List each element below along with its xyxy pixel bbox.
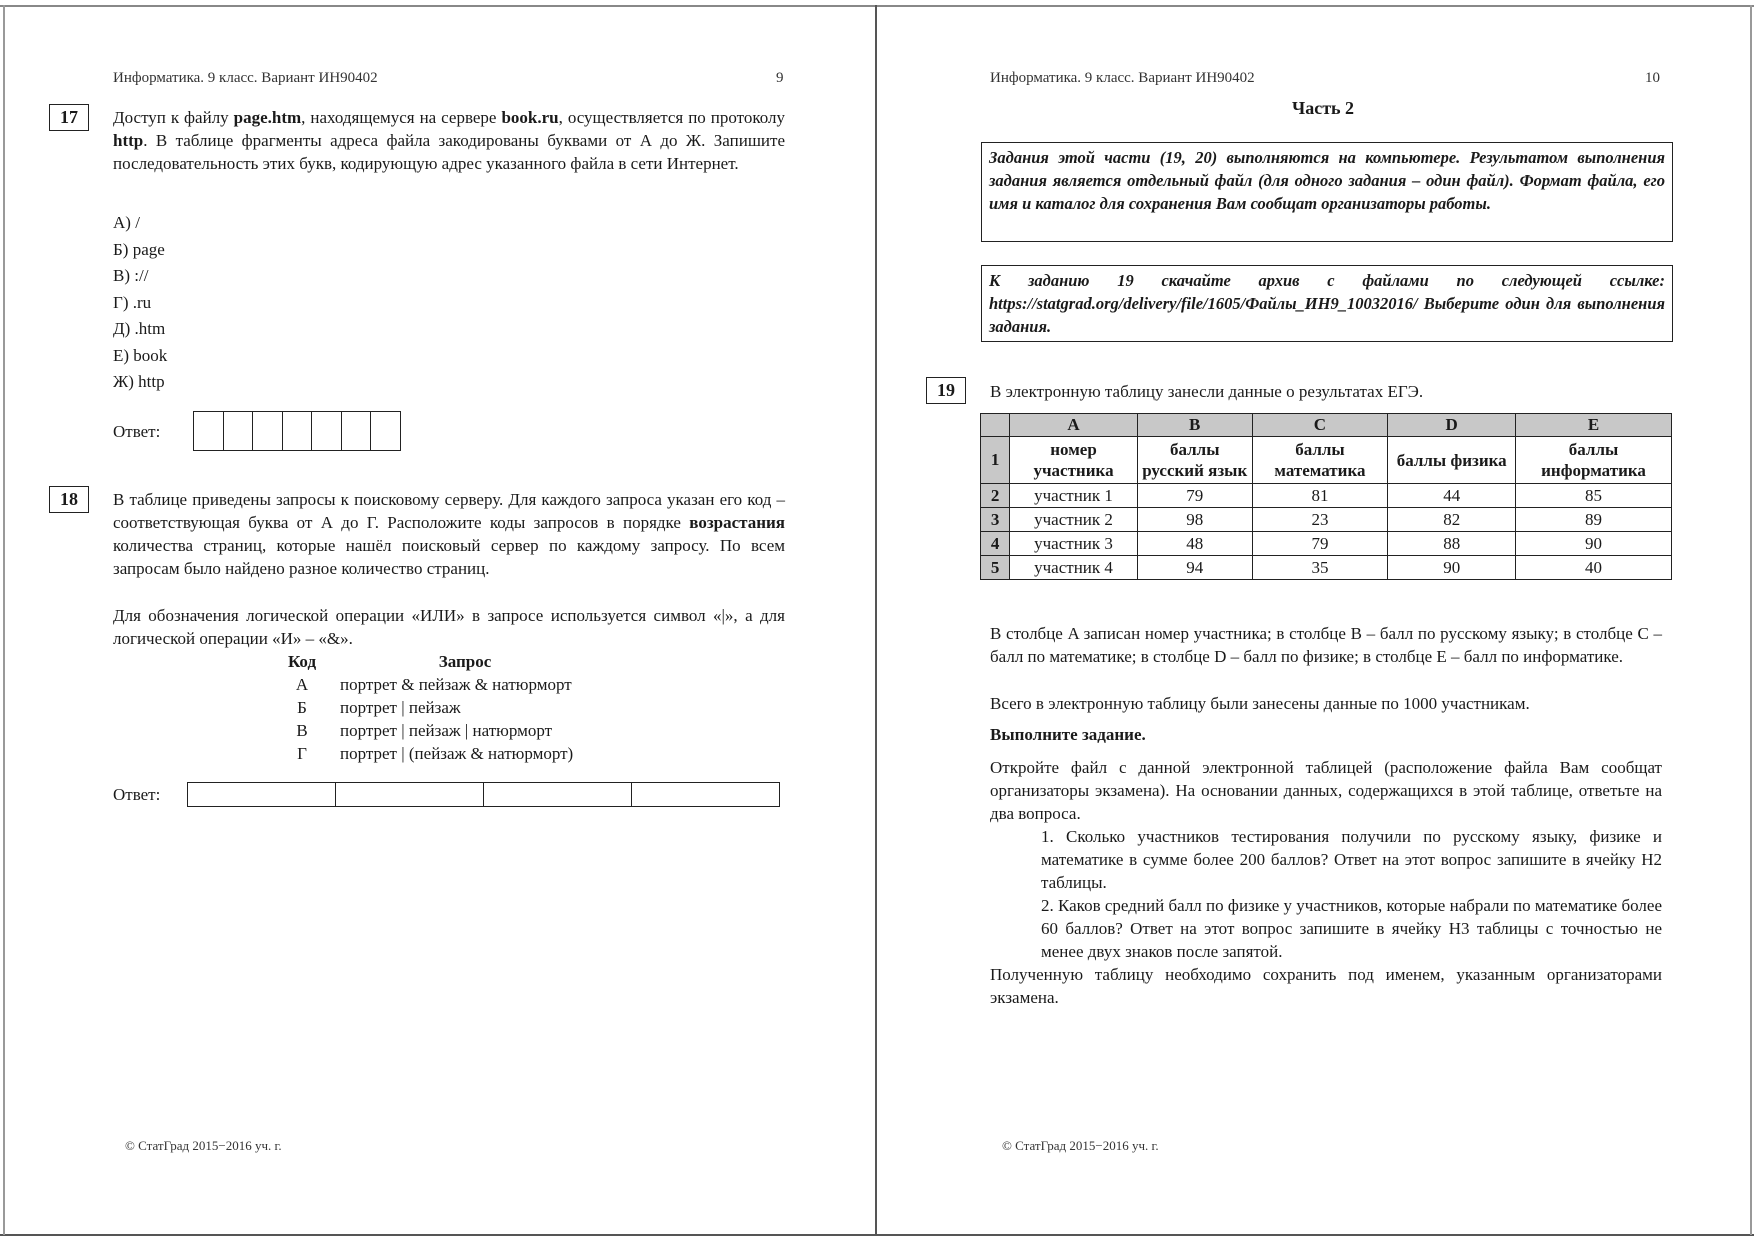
task-number-18: 18 — [49, 486, 89, 513]
row-number: 2 — [981, 484, 1010, 508]
answer-cell[interactable] — [224, 412, 254, 450]
sheet-row — [981, 556, 1672, 580]
page-number: 9 — [776, 70, 784, 86]
question-item: 2. Каков средний балл по физике у участников, которые набрали по математике более 60 баллов? Ответ на этот вопрос запишите в ячейку H3 таблицы с точностью не менее двух знаков после запятой. — [1041, 896, 1662, 961]
option-item — [113, 343, 167, 370]
footer-copyright: © СтатГрад 2015−2016 уч. г. — [1002, 1138, 1159, 1153]
cell: 98 — [1137, 508, 1252, 532]
header-cell: баллы русский язык — [1137, 437, 1252, 484]
page-frame-right — [1750, 5, 1752, 1235]
cell: 88 — [1388, 532, 1516, 556]
header-cell: баллы физика — [1388, 437, 1516, 484]
option-letter: Б) — [113, 239, 129, 259]
answer-cell[interactable] — [253, 412, 283, 450]
option-value: http — [138, 372, 165, 391]
answer-label: Ответ: — [113, 785, 161, 804]
option-item — [113, 316, 167, 343]
query-code: Б — [297, 698, 307, 717]
answer-cell[interactable] — [188, 783, 336, 806]
option-letter: Д) — [113, 319, 131, 338]
sheet-row — [981, 532, 1672, 556]
query-text: портрет & пейзаж & натюрморт — [340, 675, 572, 694]
cell: 79 — [1137, 484, 1252, 508]
running-head: Информатика. 9 класс. Вариант ИН90402 — [113, 70, 378, 86]
query-code: Г — [297, 744, 307, 763]
answer-cell[interactable] — [194, 412, 224, 450]
option-letter: В) — [113, 266, 130, 285]
option-letter: Ж) — [113, 372, 134, 391]
answer-cell[interactable] — [371, 412, 400, 450]
option-value: .htm — [134, 319, 166, 338]
task17-answer-grid — [193, 411, 401, 451]
option-letter: Е) — [113, 345, 130, 365]
query-row — [272, 742, 590, 765]
query-code: А — [295, 675, 309, 694]
option-item — [113, 263, 167, 290]
cell: 40 — [1516, 556, 1672, 580]
row-number: 4 — [981, 532, 1010, 556]
task19-intro: В электронную таблицу занесли данные о результатах ЕГЭ. — [990, 382, 1424, 401]
running-head: Информатика. 9 класс. Вариант ИН90402 — [990, 70, 1255, 86]
sheet-row — [981, 508, 1672, 532]
cell: 85 — [1516, 484, 1672, 508]
answer-cell[interactable] — [484, 783, 632, 806]
cell: участник 4 — [1010, 556, 1138, 580]
answer-cell[interactable] — [342, 412, 372, 450]
right-page — [877, 0, 1750, 1239]
answer-cell[interactable] — [336, 783, 484, 806]
option-value: page — [132, 239, 165, 259]
cell: 44 — [1388, 484, 1516, 508]
cell: 90 — [1516, 532, 1672, 556]
header-code: Код — [287, 652, 317, 671]
text-run: Доступ к файлу — [113, 108, 234, 127]
task18-text — [113, 488, 785, 580]
page-number: 10 — [1645, 70, 1660, 86]
bold-protocol: http — [113, 131, 144, 150]
bold-filename: page.htm — [233, 108, 302, 127]
bold-server: book.ru — [501, 108, 559, 127]
answer-label: Ответ: — [113, 422, 161, 441]
column-header: B — [1137, 414, 1252, 437]
task19-closing: Полученную таблицу необходимо сохранить под именем, указанным организаторами экзамена. — [990, 965, 1662, 1007]
task-number-19: 19 — [926, 377, 966, 404]
option-item — [113, 369, 167, 396]
cell: 90 — [1388, 556, 1516, 580]
column-header-row — [981, 414, 1672, 437]
cell: 89 — [1516, 508, 1672, 532]
do-task-heading: Выполните задание. — [990, 725, 1146, 744]
query-text: портрет | (пейзаж & натюрморт) — [340, 744, 574, 763]
notice-computer-tasks: Задания этой части (19, 20) выполняются на компьютере. Результатом выполнения задания является отдельный файл (для одного задания – один файл). Формат файла, его имя и каталог для сохранения Вам сообщат организаторы работы. — [981, 142, 1673, 242]
option-letter: Г) — [113, 292, 129, 312]
cell: 81 — [1252, 484, 1388, 508]
header-cell: номер участника — [1010, 437, 1138, 484]
section-title: Часть 2 — [1292, 98, 1355, 118]
answer-cell[interactable] — [283, 412, 313, 450]
query-row — [272, 696, 590, 719]
option-value: :// — [134, 266, 149, 285]
query-text: портрет | пейзаж | натюрморт — [340, 721, 553, 740]
option-letter: А) — [113, 213, 131, 232]
task19-description: В столбце A записан номер участника; в столбце B – балл по русскому языку; в столбце C – балл по математике; в столбце D – балл по физике; в столбце E – балл по информатике. — [990, 624, 1662, 666]
text-run: . В таблице фрагменты адреса файла закодированы буквами от А до Ж. Запишите последовательность этих букв, кодирующую адрес указанного файла в сети Интернет. — [113, 131, 785, 173]
cell: 82 — [1388, 508, 1516, 532]
cell: 35 — [1252, 556, 1388, 580]
notice-download-link: К заданию 19 скачайте архив с файлами по следующей ссылке: https://statgrad.org/delivery/file/1605/Файлы_ИН9_10032016/ Выберите один для выполнения задания. — [981, 265, 1673, 342]
question-item: 1. Сколько участников тестирования получили по русскому языку, физике и математике в сумме более 200 баллов? Ответ на этот вопрос запишите в ячейку H2 таблицы. — [1041, 827, 1662, 892]
option-value: book — [133, 345, 168, 365]
header-query: Запрос — [438, 652, 492, 671]
cell: участник 2 — [1010, 508, 1138, 532]
column-header: D — [1388, 414, 1516, 437]
spreadsheet-table — [980, 413, 1672, 580]
answer-cell[interactable] — [632, 783, 779, 806]
task19-instructions: Откройте файл с данной электронной таблицей (расположение файла Вам сообщат организаторы экзамена). На основании данных, содержащихся в этой таблице, ответьте на два вопроса. — [990, 758, 1662, 823]
text-run: количества страниц, которые нашёл поисковый сервер по каждому запросу. По всем запросам было найдено разное количество страниц. — [113, 536, 785, 578]
cell: участник 3 — [1010, 532, 1138, 556]
query-row — [272, 719, 590, 742]
task17-text — [113, 106, 785, 175]
left-page — [0, 0, 875, 1239]
cell: 79 — [1252, 532, 1388, 556]
cell: 48 — [1137, 532, 1252, 556]
option-item — [113, 290, 167, 317]
corner-cell — [981, 414, 1010, 437]
task18-text2: Для обозначения логической операции «ИЛИ» в запросе используется символ «|», а для логической операции «И» – «&». — [113, 606, 785, 648]
query-code: В — [296, 721, 308, 740]
query-table — [272, 650, 590, 765]
query-table-header — [272, 650, 590, 673]
option-item — [113, 237, 167, 264]
answer-cell[interactable] — [312, 412, 342, 450]
option-item — [113, 210, 167, 237]
row-number: 1 — [981, 437, 1010, 484]
sheet-row-1 — [981, 437, 1672, 484]
cell: 23 — [1252, 508, 1388, 532]
column-header: E — [1516, 414, 1672, 437]
header-cell: баллы математика — [1252, 437, 1388, 484]
column-header: C — [1252, 414, 1388, 437]
column-header: A — [1010, 414, 1138, 437]
text-run: , осуществляется по протоколу — [558, 108, 785, 127]
option-value: / — [135, 213, 140, 232]
query-text: портрет | пейзаж — [340, 698, 461, 717]
text-run: В таблице приведены запросы к поисковому серверу. Для каждого запроса указан его код – соответствующая буква от А до Г. Расположите коды запросов в порядке — [113, 490, 785, 532]
text-run: , находящемуся на сервере — [301, 108, 502, 127]
cell: участник 1 — [1010, 484, 1138, 508]
cell: 94 — [1137, 556, 1252, 580]
task19-total: Всего в электронную таблицу были занесены данные по 1000 участникам. — [990, 694, 1530, 713]
task18-answer-grid — [187, 782, 780, 807]
task-number-17: 17 — [49, 104, 89, 131]
footer-copyright: © СтатГрад 2015−2016 уч. г. — [125, 1138, 282, 1153]
query-row — [272, 673, 590, 696]
bold-keyword: возрастания — [689, 513, 785, 532]
row-number: 3 — [981, 508, 1010, 532]
task17-options — [113, 210, 167, 396]
header-cell: баллы информатика — [1516, 437, 1672, 484]
option-value: .ru — [132, 292, 152, 312]
row-number: 5 — [981, 556, 1010, 580]
sheet-row — [981, 484, 1672, 508]
